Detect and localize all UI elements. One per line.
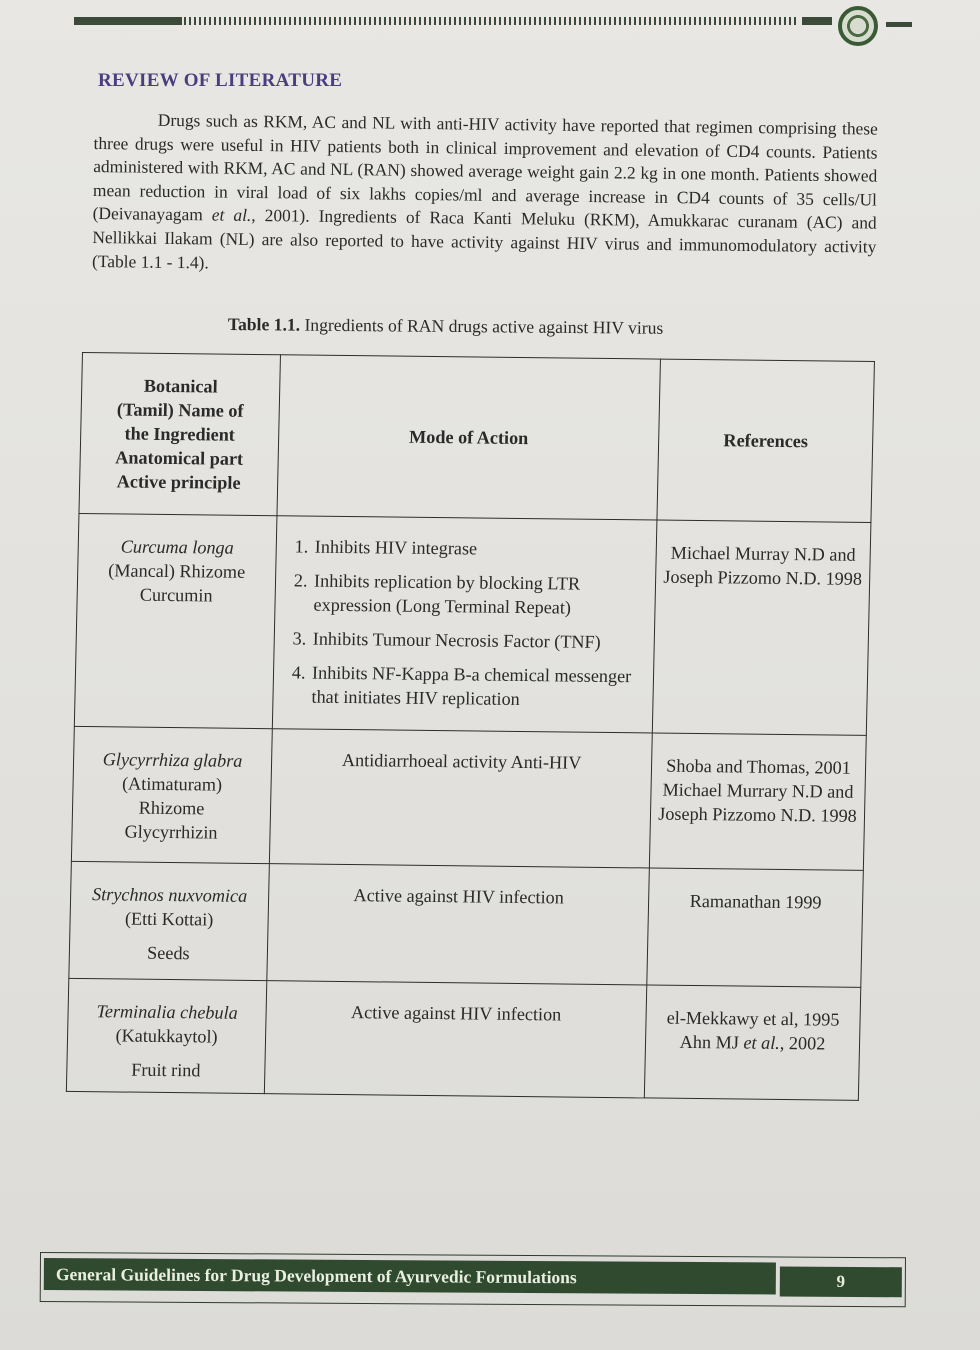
tamil-name-part: (Mancal) Rhizome (108, 560, 246, 582)
latin-name: Glycyrrhiza glabra (102, 749, 243, 771)
table-row (71, 726, 866, 870)
emblem-icon (838, 6, 878, 46)
ingredients-table-wrapper (66, 352, 874, 1101)
header-rule-left (74, 17, 182, 25)
list-item: 4. Inhibits NF-Kappa B-a chemical messenger that initiates HIV replication (309, 661, 643, 713)
header-col1-line: the Ingredient (124, 423, 236, 445)
reference-cell: Ramanathan 1999 (647, 868, 864, 987)
tamil-name: (Etti Kottai) (124, 908, 214, 930)
anatomical-part: Seeds (146, 942, 190, 964)
ingredient-cell (69, 861, 270, 980)
ingredient-cell (71, 726, 272, 863)
reference-text: el-Mekkawy et al, 1995 Ahn MJ (666, 1007, 840, 1053)
section-heading: REVIEW OF LITERATURE (98, 70, 343, 91)
tamil-name: (Katukkaytol) (115, 1025, 218, 1047)
intro-et-al: et al. (211, 204, 252, 226)
table-caption-label: Table 1.1. (227, 314, 301, 335)
mode-list (283, 534, 646, 712)
header-rule-ticks (184, 17, 799, 25)
table-caption (228, 314, 664, 339)
list-item: 1. Inhibits HIV integrase (313, 535, 647, 563)
table-row (74, 513, 871, 735)
anatomical-part: Fruit rind (131, 1059, 201, 1081)
table-row (69, 861, 864, 987)
table-row (66, 978, 860, 1100)
header-decoration (74, 12, 914, 42)
latin-name: Curcuma longa (120, 536, 234, 558)
intro-paragraph (92, 108, 878, 283)
mode-cell: Antidiarrhoeal activity Anti-HIV (269, 729, 652, 868)
intro-text-2: , 2001). Ingredients of Raca Kanti Meluku (RKM), Amukkarac curanam (AC) and Nellikkai Ilakam (NL) are also reported to have activity against HIV virus and immunomodulatory activity (Table 1.1 - 1.4). (92, 205, 877, 272)
reference-cell (644, 985, 860, 1100)
table-caption-text: Ingredients of RAN drugs active against HIV virus (300, 314, 664, 338)
ingredients-table (66, 352, 875, 1101)
list-item: 2. Inhibits replication by blocking LTR expression (Long Terminal Repeat) (311, 569, 645, 621)
header-col1-line: Active principle (116, 471, 241, 493)
header-mode-of-action: Mode of Action (277, 355, 660, 520)
reference-et-al: et al. (743, 1032, 781, 1053)
active-principle: Curcumin (139, 584, 213, 606)
table-header-row (79, 353, 874, 523)
reference-year: , 2002 (779, 1032, 826, 1054)
active-principle: Glycyrrhizin (124, 821, 218, 843)
reference-cell: Michael Murray N.D and Joseph Pizzomo N.D. 1998 (652, 520, 871, 735)
header-col1-line: Botanical (143, 375, 218, 397)
header-rule-tail (886, 22, 912, 27)
reference-cell: Shoba and Thomas, 2001 Michael Murrary N.D and Joseph Pizzomo N.D. 1998 (649, 733, 866, 870)
page-number: 9 (780, 1267, 902, 1298)
header-col1-line: Anatomical part (115, 447, 244, 469)
tamil-name: (Atimaturam) (121, 773, 223, 795)
mode-cell (272, 516, 657, 733)
page-footer (40, 1252, 906, 1307)
mode-cell: Active against HIV infection (264, 981, 646, 1098)
header-col1-line: (Tamil) Name of (116, 399, 244, 421)
header-botanical-name (79, 353, 280, 516)
list-item: 3. Inhibits Tumour Necrosis Factor (TNF) (311, 627, 645, 655)
anatomical-part: Rhizome (138, 797, 205, 819)
header-rule-right (802, 17, 832, 25)
intro-text-1: Drugs such as RKM, AC and NL with anti-HIV activity have reported that regimen comprising these three drugs were useful in HIV patients both in clinical improvement and elevation of CD4 counts. Patients administered with RKM, AC and NL (RAN) showed average weight gain 2.2 kg in one month. Patients showed mean reduction in viral load of six lakhs copies/ml and average increase in CD4 counts of 35 cells/Ul (Deivanayagam (92, 109, 878, 225)
latin-name: Strychnos nuxvomica (91, 884, 248, 906)
ingredient-cell (74, 513, 277, 728)
footer-title: General Guidelines for Drug Development of Ayurvedic Formulations (44, 1258, 776, 1294)
latin-name: Terminalia chebula (96, 1001, 238, 1023)
header-references: References (657, 359, 874, 522)
mode-cell: Active against HIV infection (267, 864, 650, 985)
ingredient-cell (66, 978, 266, 1093)
